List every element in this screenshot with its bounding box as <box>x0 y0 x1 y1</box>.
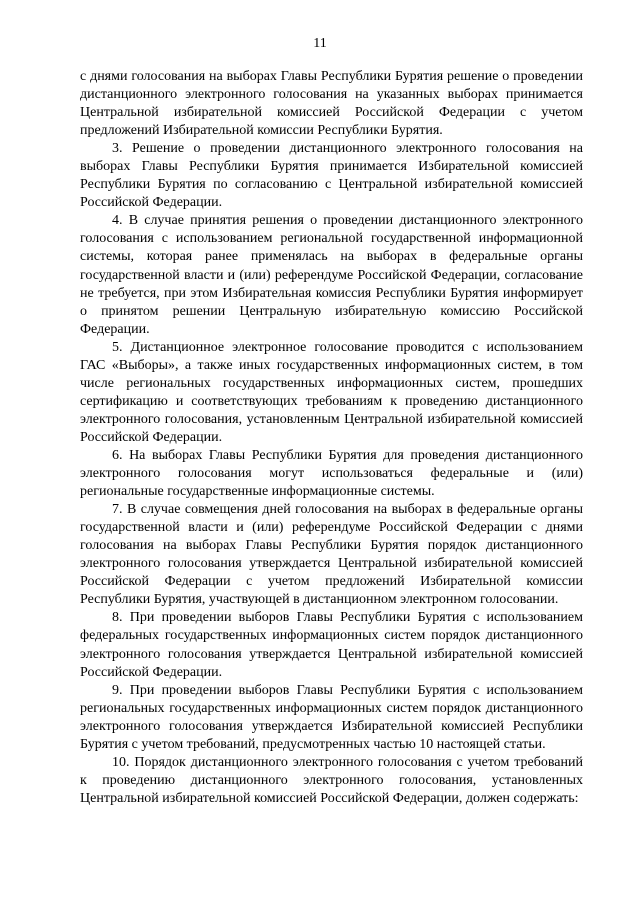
paragraph-10: 10. Порядок дистанционного электронного голосования с учетом требований к проведению дистанционного электронного голосования, установленных Центральной избирательной комиссией Российской Федерации, должен содержать: <box>80 754 583 806</box>
paragraph-5: 5. Дистанционное электронное голосование проводится с использованием ГАС «Выборы», а также иных государственных информационных систем, в том числе региональных государственных информационных систем, прошедших сертификацию и соответствующих требованиям к проведению дистанционного электронного голосования, установленным Центральной избирательной комиссией Российской Федерации. <box>80 339 583 445</box>
paragraph-3: 3. Решение о проведении дистанционного электронного голосования на выборах Главы Республики Бурятия принимается Избирательной комиссией Республики Бурятия по согласованию с Центральной избирательной комиссией Российской Федерации. <box>80 141 583 211</box>
paragraph-9: 9. При проведении выборов Главы Республики Бурятия с использованием региональных государственных информационных систем порядок дистанционного электронного голосования утверждается Избирательной комиссией Республики Бурятия с учетом требований, предусмотренных частью 10 настоящей статьи. <box>80 682 583 752</box>
paragraph-4: 4. В случае принятия решения о проведении дистанционного электронного голосования с использованием региональной государственной информационной системы, которая ранее применялась на выборах в федеральные органы государственной власти и (или) референдуме Российской Федерации, согласование не требуется, при этом Избирательная комиссия Республики Бурятия информирует о принятом решении Центральную избирательную комиссию Российской Федерации. <box>80 213 583 337</box>
paragraph-6: 6. На выборах Главы Республики Бурятия для проведения дистанционного электронного голосования могут использоваться федеральные и (или) региональные государственные информационные системы. <box>80 447 583 500</box>
paragraph-continuation: с днями голосования на выборах Главы Республики Бурятия решение о проведении дистанционного электронного голосования на указанных выборах принимается Центральной избирательной комиссией Российской Федерации с учетом предложений Избирательной комиссии Республики Бурятия. <box>80 69 583 139</box>
page-number: 11 <box>313 36 327 51</box>
document-body <box>80 68 583 808</box>
paragraph-7: 7. В случае совмещения дней голосования на выборах в федеральные органы государственной власти и (или) референдуме Российской Федерации с днями голосования на выборах Главы Республики Бурятия порядок дистанционного электронного голосования утверждается Центральной избирательной комиссией Российской Федерации с учетом предложений Избирательной комиссии Республики Бурятия, участвующей в дистанционном электронном голосовании. <box>80 502 583 608</box>
paragraph-8: 8. При проведении выборов Главы Республики Бурятия с использованием федеральных государственных информационных систем порядок дистанционного электронного голосования утверждается Центральной избирательной комиссией Российской Федерации. <box>80 610 583 680</box>
